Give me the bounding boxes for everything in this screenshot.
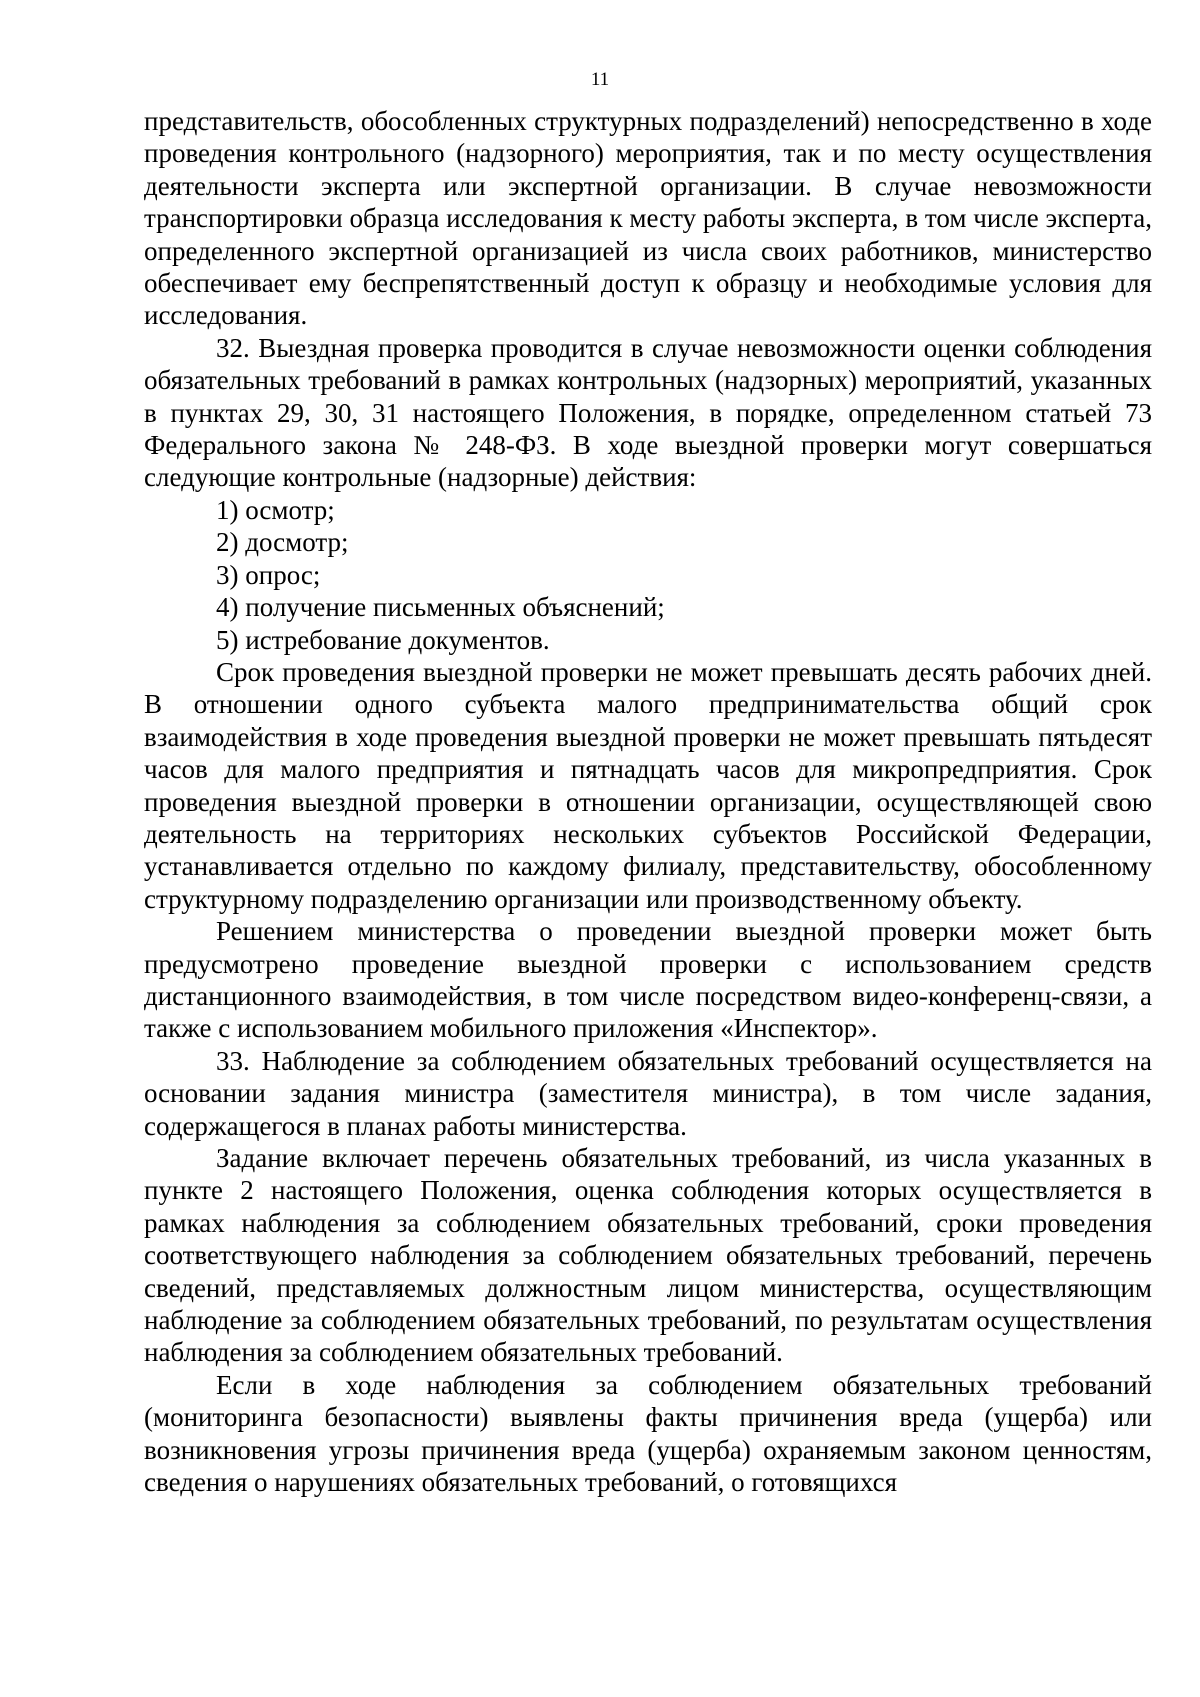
list-item-action-2: 2) досмотр; [216, 527, 349, 558]
paragraph-remote-inspection: Решением министерства о проведении выездной проверки может быть предусмотрено проведение выездной проверки с использованием средств дистанционного взаимодействия, в том числе посредством видео-конференц-связи, а также с использованием мобильного приложения «Инспектор». [144, 916, 1152, 1044]
page-number: 11 [590, 69, 610, 90]
list-item-action-4: 4) получение письменных объяснений; [216, 592, 665, 623]
list-item-action-5: 5) истребование документов. [216, 624, 550, 655]
document-body [144, 105, 1152, 1498]
paragraph-33: 33. Наблюдение за соблюдением обязательных требований осуществляется на основании задания министра (заместителя министра), в том числе задания, содержащегося в планах работы министерства. [144, 1045, 1152, 1141]
paragraph-violations: Если в ходе наблюдения за соблюдением обязательных требований (мониторинга безопасности) выявлены факты причинения вреда (ущерба) или возникновения угрозы причинения вреда (ущерба) охраняемым законом ценностям, сведения о нарушениях обязательных требований, о готовящихся [144, 1369, 1152, 1498]
list-item-action-1: 1) осмотр; [216, 494, 335, 525]
paragraph-inspection-term: Срок проведения выездной проверки не может превышать десять рабочих дней. В отношении одного субъекта малого предпринимательства общий срок взаимодействия в ходе проведения выездной проверки не может превышать пятьдесят часов для малого предприятия и пятнадцать часов для микропредприятия. Срок проведения выездной проверки в отношении организации, осуществляющей свою деятельность на территориях нескольких субъектов Российской Федерации, устанавливается отдельно по каждому филиалу, представительству, обособленному структурному подразделению организации или производственному объекту. [144, 656, 1152, 914]
paragraph-task-contents: Задание включает перечень обязательных требований, из числа указанных в пункте 2 настоящего Положения, оценка соблюдения которых осуществляется в рамках наблюдения за соблюдением обязательных требований, сроки проведения соответствующего наблюдения за соблюдением обязательных требований, перечень сведений, представляемых должностным лицом министерства, осуществляющим наблюдение за соблюдением обязательных требований, по результатам осуществления наблюдения за соблюдением обязательных требований. [144, 1143, 1152, 1368]
list-item-action-3: 3) опрос; [216, 559, 321, 590]
paragraph-32: 32. Выездная проверка проводится в случае невозможности оценки соблюдения обязательных требований в рамках контрольных (надзорных) мероприятий, указанных в пунктах 29, 30, 31 настоящего Положения, в порядке, определенном статьей 73 Федерального закона № 248-ФЗ. В ходе выездной проверки могут совершаться следующие контрольные (надзорные) действия: [144, 332, 1152, 493]
paragraph-continuation: представительств, обособленных структурных подразделений) непосредственно в ходе проведения контрольного (надзорного) мероприятия, так и по месту осуществления деятельности эксперта или экспертной организации. В случае невозможности транспортировки образца исследования к месту работы эксперта, в том числе эксперта, определенного экспертной организацией из числа своих работников, министерство обеспечивает ему беспрепятственный доступ к образцу и необходимые условия для исследования. [144, 106, 1152, 331]
